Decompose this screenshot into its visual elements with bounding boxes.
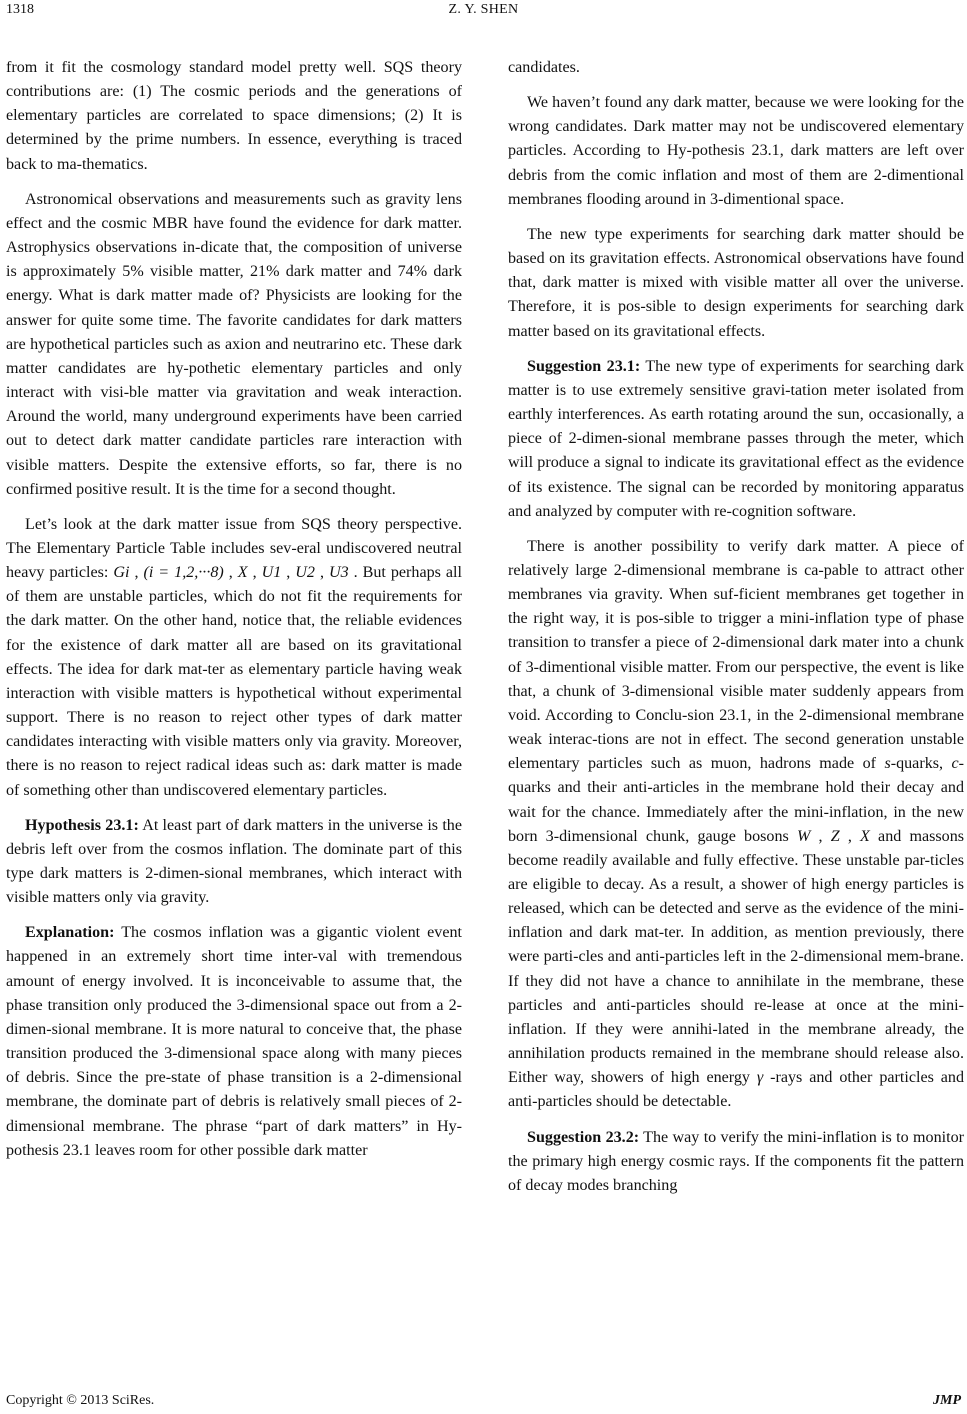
- paragraph: Astronomical observations and measurements such as gravity lens effect and the cosmic MBR have found the evidence for dark matter. Astrophysics observations in-dicate that, the composition of universe is approximately 5% visible matter, 21% dark matter and 74% dark energy. What is dark matter made of? Physicists are looking for the answer for quite some time. The favorite candidates for dark matters are hypothetical particles such as axion and neutrarino etc. These dark matter candidates are hy-pothetic elementary particles and only interact with visi-ble matter via gravitation and weak interaction. Around the world, many underground experiments have been carried out to detect dark matter candidate particles rare interaction with visible matters. Despite the extensive efforts, so far, there is no confirmed positive result. It is the time for a second thought.: [6, 190, 462, 498]
- text: The cosmos inflation was a gigantic violent event happened in an extremely short time inter-val with tremendous amount of energy involved. It is inconceivable to assume that, the phase transition only produced the 3-dimensional space out from a 2-dimen-sional membrane. It is more natural to conceive that, the phase transition produced the 3-dimensional space along with many pieces of debris. Since the pre-state of phase transition is a 2-dimensional membrane, the dominate part of debris is relatively small pieces of 2-dimensional membrane. The phrase “part of dark matters” in Hy-pothesis 23.1 leaves room for other possible dark matter: [6, 924, 462, 1159]
- paragraph: from it fit the cosmology standard model pretty well. SQS theory contributions are: (1) The cosmic periods and the generations of elementary particles are correlated to space dimensions; (2) It is determined by the prime numbers. In essence, everything is traced back to ma-thematics.: [6, 59, 462, 173]
- hypothesis-label: Hypothesis 23.1:: [25, 816, 139, 834]
- text: The way to verify the mini-inflation is to monitor the primary high energy cosmic rays. If the components fit the pattern of decay modes branching: [508, 1128, 964, 1194]
- text: -rays and other particles and anti-particles should be detectable.: [508, 1069, 964, 1111]
- text: and massons become readily available and fully effective. These unstable par-ticles are eligible to decay. As a result, a shower of high energy particles is released, which can be detected and serve as the evidence of the mini-inflation and dark mat-ter. In addition, as mention previously, there were parti-cles and anti-particles left in the 2-dimensional mem-brane. If they did not have a chance to annihilate in the membrane, these particles and anti-particles should re-lease at once at the mini-inflation. If they were annihi-lated in the membrane already, the annihilation products remained in the membrane should release also. Either way, showers of high energy: [508, 827, 965, 1087]
- paragraph: The new type experiments for searching dark matter should be based on its gravitation effects. Astronomical observations have found that, dark matter is mixed with visible matter all over the universe. Therefore, it is pos-sible to design experiments for searching dark matter based on its gravitational effects.: [508, 225, 964, 340]
- math-u1: U1: [261, 564, 282, 582]
- text: There is another possibility to verify dark matter. A piece of relatively large 2-dimensional membrane is ca-pable to attract other membranes via gravity. When suf-ficient membranes get together in the right way, it is pos-sible to trigger a mini-inflation type of phase transition to transfer a piece of 2-dimensional dark mater into a chunk of 3-dimentional visible matter. From our perspective, the event is like that, a chunk of 3-dimensional visible mater suddenly appears from void. According to Conclu-sion 23.1, in the 2-dimensional membrane weak interac-tions are not in effect. The second generation unstable elementary particles such as muon, hadrons made of: [508, 537, 964, 773]
- text: ,: [281, 564, 296, 582]
- math-u2: U2: [295, 564, 315, 582]
- right-column: [508, 56, 964, 1209]
- math-gamma: γ: [756, 1069, 764, 1087]
- text: -quarks,: [890, 755, 952, 773]
- journal-footer: JMP: [933, 1393, 961, 1408]
- math-c: c: [951, 755, 959, 773]
- text: At least part of dark matters in the universe is the debris left over from the cosmos inflation. The dominate part of this type dark matters is 2-dimen-sional membranes, which interact with visible matters only via gravity.: [6, 816, 462, 907]
- suggestion-label: Suggestion 23.1:: [527, 357, 641, 375]
- text: -quarks and their anti-articles in the membrane hold their decay and wait for the chance. Immediately after the mini-inflation, in the new born 3-dimensional chunk, gauge bosons: [508, 755, 964, 845]
- text: . But perhaps all of them are unstable particles, which do not fit the requirements for the dark matter. On the other hand, notice that, the reliable evidences for the existence of dark matter all are based on its gravitational effects. The idea for dark mat-ter as elementary particle having weak interaction with visible matters is hypothetical without experimental support. There is no reason to reject other types of dark matter candidates interacting with visible matters only via gravity. Moreover, there is no reason to reject radical ideas such as: dark matter is made of something other than undiscovered elementary particles.: [6, 564, 462, 799]
- text: ,: [839, 827, 861, 845]
- paragraph: candidates.: [508, 59, 580, 76]
- paragraph: [508, 535, 964, 1115]
- text: ,: [810, 827, 831, 845]
- left-column: [6, 56, 462, 1174]
- paragraph: We haven’t found any dark matter, because we were looking for the wrong candidates. Dark matter may not be undiscovered elementary particles. According to Hy-pothesis 23.1, dark matters are left over debris from the comic inflation and most of them are 2-dimentional membranes flooding around in 3-dimentional space.: [508, 94, 964, 208]
- math-x: X: [860, 827, 870, 845]
- page-number: 1318: [6, 2, 34, 17]
- math-s: s: [884, 755, 891, 773]
- text: ,: [129, 564, 144, 582]
- paragraph: [6, 814, 462, 911]
- math-gi: Gi: [113, 564, 130, 582]
- paragraph: [6, 921, 462, 1163]
- suggestion-label: Suggestion 23.2:: [527, 1128, 640, 1146]
- text: ,: [247, 564, 262, 582]
- paragraph: [508, 355, 964, 524]
- copyright-footer: Copyright © 2013 SciRes.: [6, 1393, 155, 1408]
- paragraph: [508, 1126, 964, 1198]
- math-index-range: (i = 1,2,···8): [143, 564, 224, 582]
- math-x: X: [237, 564, 248, 582]
- text: ,: [314, 564, 329, 582]
- math-z: Z: [830, 827, 840, 845]
- math-u3: U3: [328, 564, 349, 582]
- text: The new type of experiments for searching dark matter is to use extremely sensitive gravi-tation meter isolated from earthly interferences. As earth rotating around the sun, occasionally, a piece of 2-dimen-sional membrane passes through the meter, which will produce a signal to indicate its gravitational effect as the evidence of its existence. The signal can be recorded by monitoring apparatus and analyzed by computer with re-cognition software.: [508, 357, 964, 520]
- text: Let’s look at the dark matter issue from SQS theory perspective. The Elementary Particle Table includes sev-eral undiscovered neutral heavy particles:: [6, 515, 462, 582]
- running-head: Z. Y. SHEN: [448, 2, 519, 17]
- explanation-label: Explanation:: [25, 924, 115, 942]
- paragraph: [6, 513, 462, 803]
- math-w: W: [796, 827, 811, 845]
- text: ,: [223, 564, 238, 582]
